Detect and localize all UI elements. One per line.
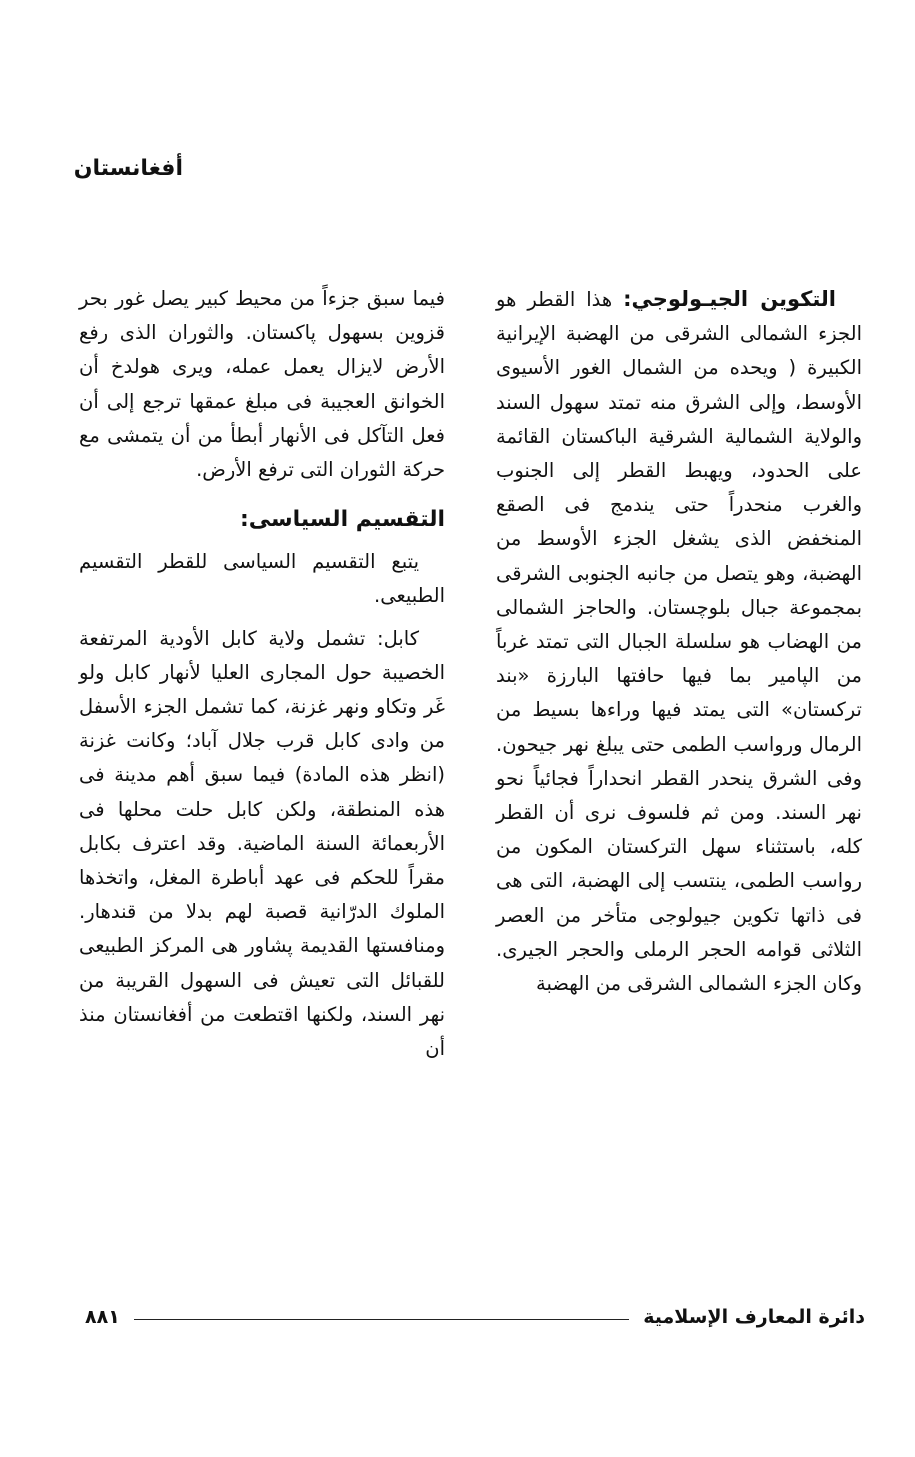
section-lead-geology: التكوين الجيـولوجي:	[623, 287, 837, 311]
publication-title: دائرة المعارف الإسلامية	[643, 1306, 865, 1328]
running-title: أفغانستان	[73, 156, 183, 181]
spacer	[79, 487, 445, 495]
political-division-paragraph: يتبع التقسيم السياسى للقطر التقسيم الطبيعى.	[79, 550, 445, 608]
geology-continuation-paragraph: فيما سبق جزءاً من محيط كبير يصل غور بحر قزوين بسهول پاكستان. والثوران الذى رفع الأرض لايزال يعمل عمله، ويرى هولدخ أن الخوانق العجيبة فى مبلغ عمقها ترجع إلى أن فعل التآكل فى الأنهار أبطأ من أن يتمشى مع حركة الثوران التى ترفع الأرض.	[79, 287, 445, 482]
kabul-paragraph: كابل: تشمل ولاية كابل الأودية المرتفعة الخصيبة حول المجارى العليا لأنهار كابل ولو غَر وتكاو ونهر غزنة، كما تشمل الجزء الأسفل من وادى كابل قرب جلال آباد؛ وكانت غزنة (انظر هذه المادة) فيما سبق أهم مدينة فى هذه المنطقة، ولكن كابل حلت محلها فى الأربعمائة السنة الماضية. وقد اعترف بكابل مقراً للحكم فى عهد أباطرة المغل، واتخذها الملوك الدرّانية قصبة لهم بدلا من قندهار. ومنافستها القديمة پشاور هى المركز الطبيعى للقبائل التى تعيش فى السهول القريبة من نهر السند، ولكنها اقتطعت من أفغانستان منذ أن	[79, 626, 445, 1061]
page-footer	[85, 1300, 865, 1334]
geology-paragraph	[496, 282, 862, 1001]
section-heading-political-division: التقسيم السياسى:	[239, 507, 445, 533]
spacer	[79, 614, 445, 622]
left-column	[79, 282, 445, 1066]
footer-rule	[134, 1319, 629, 1320]
geology-text: هذا القطر هو الجزء الشمالى الشرقى من الهضبة الإيرانية الكبيرة ( ويحده من الشمال الغور الأسيوى الأوسط، وإلى الشرق منه تمتد سهول السند والولاية الشمالية الشرقية الباكستان القائمة على الحدود، ويهبط القطر إلى الجنوب والغرب منحدراً حتى يندمج فى الصقع المنخفض الذى يشغل الجزء الأوسط من الهضبة، وهو يتصل من جانبه الجنوبى الشرقى بمجموعة جبال بلوچستان. والحاجز الشمالى من الهضاب هو سلسلة الجبال التى تمتد غرباً من الپامير بما فيها حافتها البارزة «بند تركستان» التى يمتد فيها وراءها بسيط من الرمال ورواسب الطمى حتى يبلغ نهر جيحون. وفى الشرق ينحدر القطر انحداراً فجائياً نحو نهر السند. ومن ثم فلسوف نرى أن القطر كله، باستثناء سهل التركستان المكون من رواسب الطمى، ينتسب إلى الهضبة، التى هى فى ذاتها تكوين جيولوجى متأخر من العصر الثلاثى قوامه الحجر الرملى والحجر الجيرى. وكان الجزء الشمالى الشرقى من الهضبة	[496, 288, 862, 996]
page-number: ٨٨١	[85, 1306, 120, 1328]
right-column	[496, 282, 862, 1001]
